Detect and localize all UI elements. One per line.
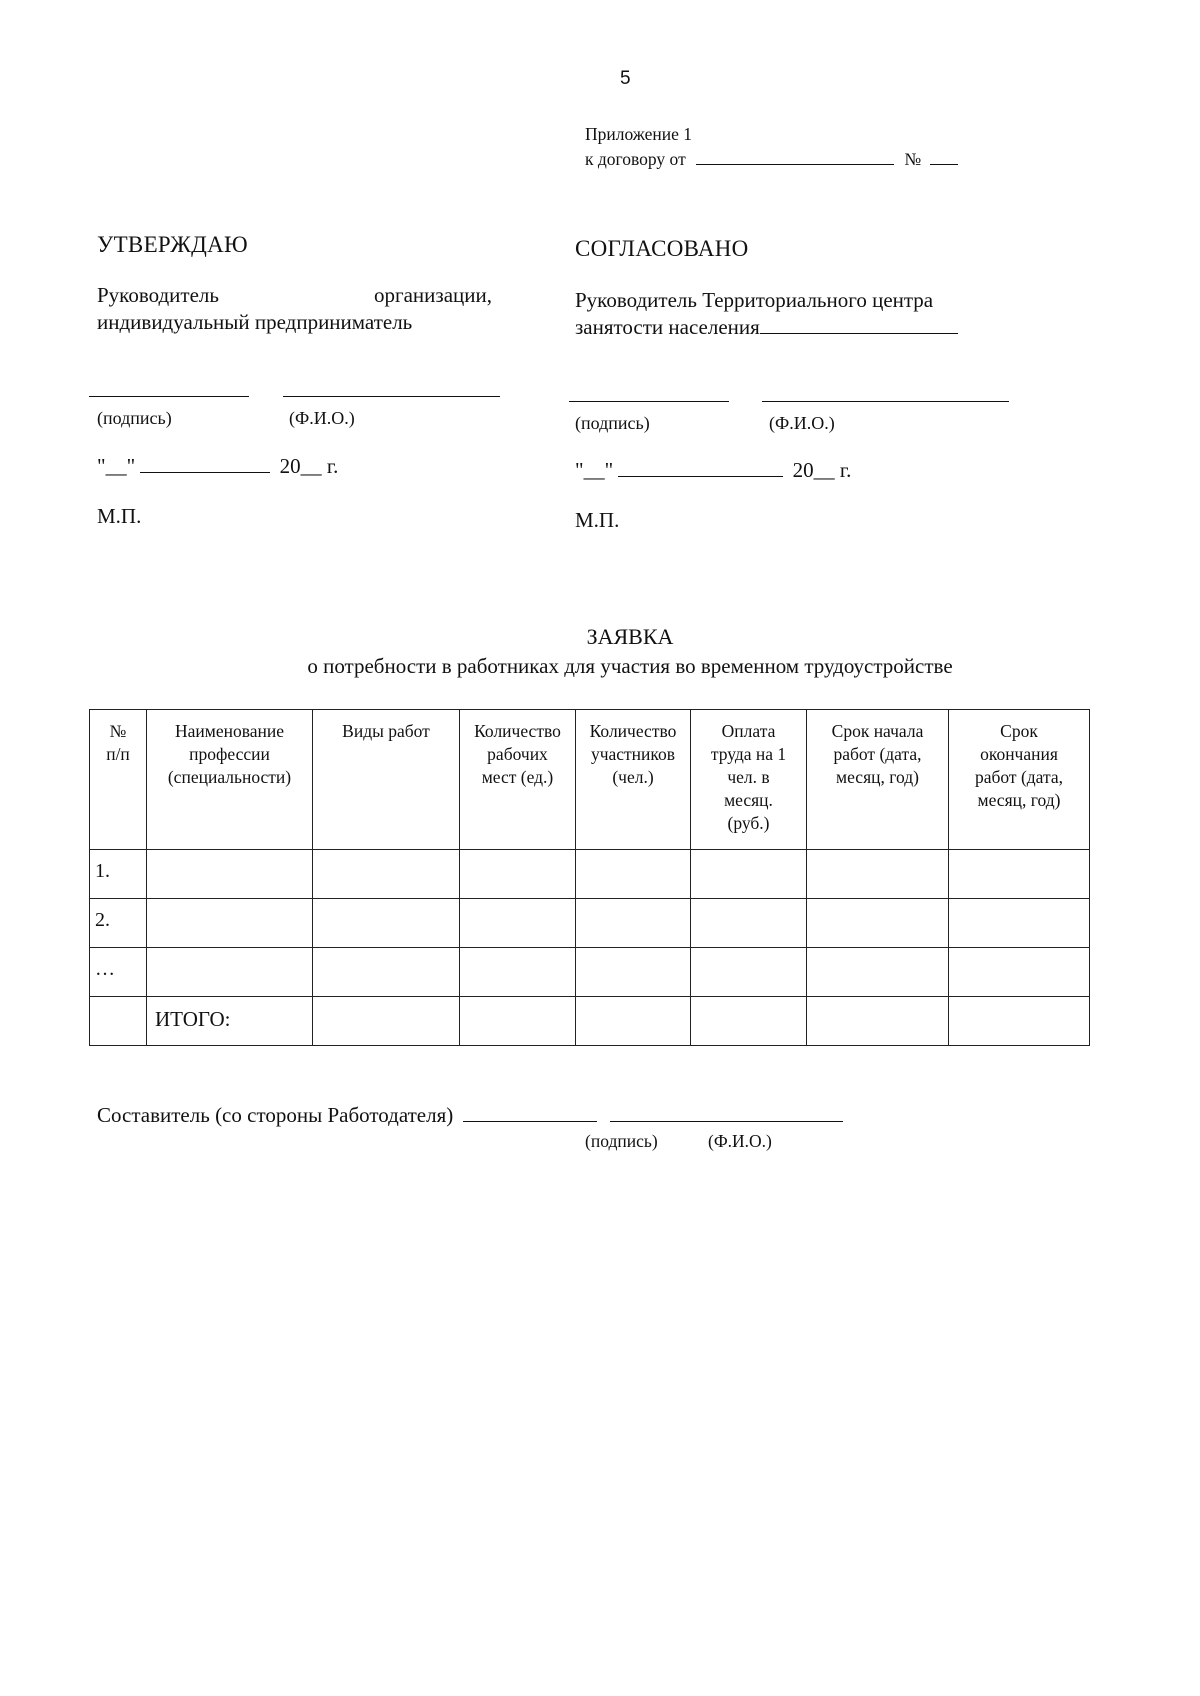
header-text: Наименование [174,721,285,741]
agree-role-line2-wrap [575,314,958,341]
approve-role-line2: индивидуальный предприниматель [97,310,413,334]
table-cell [807,850,949,899]
approve-name-caption: (Ф.И.О.) [289,408,355,428]
agree-role-line1: Руководитель Территориального центра [575,288,934,312]
approve-name-line [283,396,500,397]
table-cell [691,948,807,997]
header-cell-work-types [313,710,460,850]
header-text: работ (дата, [974,767,1063,787]
compiler-name-caption: (Ф.И.О.) [708,1131,772,1151]
table-cell [147,899,313,948]
agree-date-day: "__" [575,458,614,482]
table-cell [807,997,949,1046]
compiler-line [97,1103,843,1128]
approve-date-day: "__" [97,454,136,478]
approve-stamp: М.П. [97,504,142,528]
header-text: окончания [980,744,1058,764]
compiler-name-blank [610,1103,843,1122]
table-cell [949,948,1090,997]
agree-name-caption: (Ф.И.О.) [769,413,835,433]
header-text: Количество [589,721,677,741]
approve-role [97,282,492,336]
table-cell [807,899,949,948]
attachment-title: Приложение 1 [585,124,693,144]
table-cell [576,899,691,948]
header-text: рабочих [487,744,548,764]
header-text: чел. в [727,767,770,787]
table-cell [313,850,460,899]
header-text: Срок [1000,721,1038,741]
agree-signature-line [569,401,729,402]
agree-center-blank [760,315,958,334]
header-text: Срок начала [831,721,924,741]
header-text: мест (ед.) [481,767,554,787]
contract-date-blank [696,150,894,165]
number-sign: № [904,149,922,169]
header-cell-end-date [949,710,1090,850]
table-cell [313,948,460,997]
header-cell-number [90,710,147,850]
header-text: месяц, год) [977,790,1061,810]
header-cell-start-date [807,710,949,850]
agree-date-year: 20__ г. [792,458,852,482]
agree-date-month-blank [618,458,783,477]
row-number: 2. [90,899,147,948]
table-cell [576,948,691,997]
header-text: работ (дата, [833,744,922,764]
header-text: месяц, год) [836,767,919,787]
request-table [89,709,1090,1046]
table-row [90,948,1090,997]
contract-number-blank [930,150,958,165]
header-cell-participants [576,710,691,850]
table-cell [576,850,691,899]
table-row [90,850,1090,899]
approve-date-line [97,454,338,479]
total-label: ИТОГО: [147,997,313,1046]
table-cell [949,899,1090,948]
header-text: профессии [189,744,270,764]
agree-role [575,287,958,341]
attachment-reference [585,122,958,172]
table-row [90,899,1090,948]
table-cell [691,899,807,948]
table-cell [460,850,576,899]
approve-date-year: 20__ г. [279,454,339,478]
table-cell [460,997,576,1046]
approve-date-month-blank [140,454,270,473]
table-cell [807,948,949,997]
compiler-signature-caption: (подпись) [585,1131,658,1151]
approve-signature-line [89,396,249,397]
table-cell [313,899,460,948]
header-text: месяц. [724,790,773,810]
header-cell-profession [147,710,313,850]
header-text: труда на 1 [710,744,787,764]
header-text: участников [590,744,676,764]
request-subtitle: о потребности в работниках для участия во временном трудоустройстве [307,654,953,678]
request-title: ЗАЯВКА [586,624,674,649]
row-number: … [90,948,147,997]
table-cell [949,850,1090,899]
approve-role-word1: Руководитель [97,283,219,307]
table-cell [949,997,1090,1046]
agree-role-line2: занятости населения [575,315,760,339]
header-text: Оплата [721,721,776,741]
compiler-label: Составитель (со стороны Работодателя) [97,1103,454,1127]
table-header-row [90,710,1090,850]
agree-stamp: М.П. [575,508,620,532]
header-text: (руб.) [727,813,770,833]
table-cell [691,850,807,899]
header-text: Количество [474,721,561,741]
header-text: п/п [106,744,130,764]
table-cell [576,997,691,1046]
agree-signature-caption: (подпись) [575,413,650,433]
table-cell [460,899,576,948]
header-text: Виды работ [342,721,430,741]
header-cell-workplaces [460,710,576,850]
approve-signature-caption: (подпись) [97,408,172,428]
page-number: 5 [620,68,631,89]
approve-role-word2: организации, [374,283,492,307]
agree-date-line [575,458,851,483]
header-cell-salary [691,710,807,850]
table-cell [460,948,576,997]
table-cell [90,997,147,1046]
attachment-contract-prefix: к договору от [585,149,686,169]
table-cell [691,997,807,1046]
table-cell [313,997,460,1046]
attachment-contract-line [585,147,958,172]
agree-heading: СОГЛАСОВАНО [575,236,749,261]
approve-heading: УТВЕРЖДАЮ [97,232,248,257]
table-cell [147,850,313,899]
agree-name-line [762,401,1009,402]
row-number: 1. [90,850,147,899]
header-text: № [109,721,127,741]
header-text: (чел.) [612,767,654,787]
compiler-signature-blank [463,1103,597,1122]
table-total-row [90,997,1090,1046]
table-cell [147,948,313,997]
header-text: (специальности) [167,767,292,787]
